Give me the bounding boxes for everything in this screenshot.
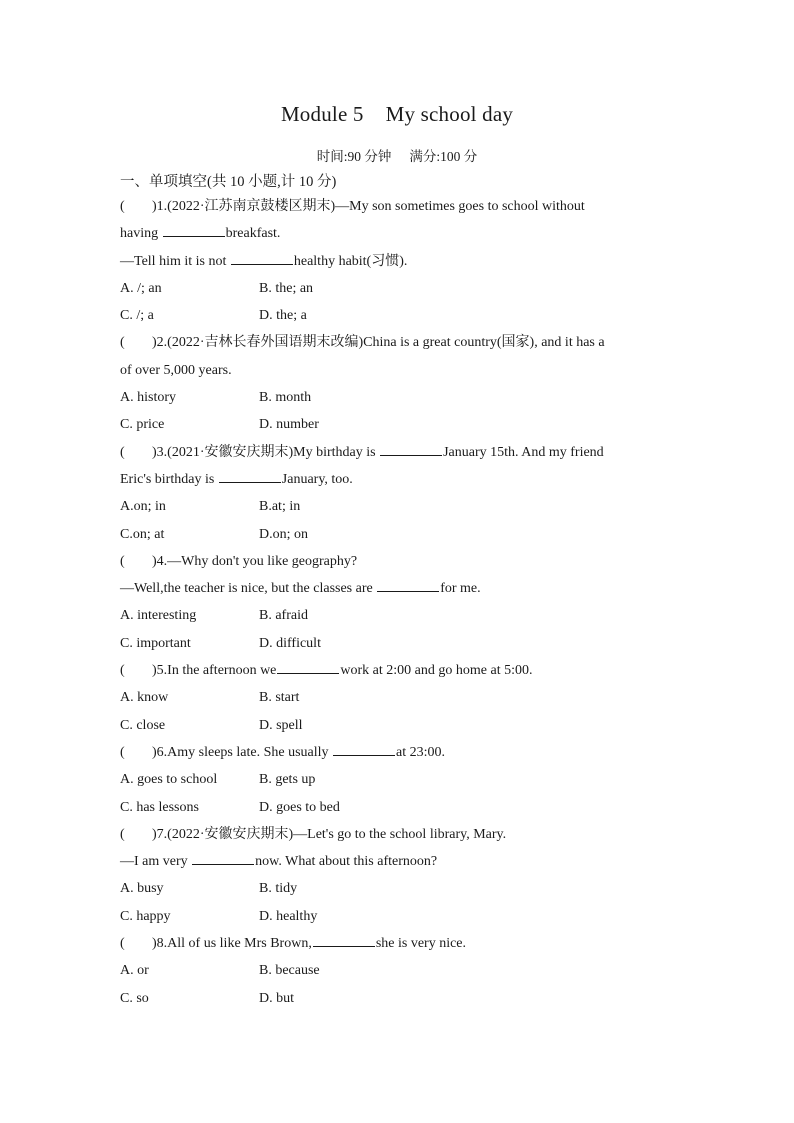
answer-option[interactable]: B. month bbox=[259, 390, 312, 406]
answer-option[interactable]: B. the; an bbox=[259, 280, 314, 296]
question-text: )1.(2022·江苏南京鼓楼区期末)—My son sometimes goes to school without bbox=[152, 199, 585, 214]
option-row bbox=[120, 384, 680, 411]
answer-option[interactable]: D. the; a bbox=[259, 308, 307, 324]
question-line bbox=[120, 466, 680, 493]
answer-option[interactable]: A. history bbox=[120, 390, 176, 406]
answer-option[interactable]: B.at; in bbox=[259, 499, 301, 515]
option-row bbox=[120, 411, 680, 438]
answer-option[interactable]: A. busy bbox=[120, 881, 164, 897]
exam-time: 时间:90 分钟 bbox=[316, 149, 392, 164]
module-number: Module 5 bbox=[280, 102, 364, 126]
answer-option[interactable]: A. know bbox=[120, 690, 169, 706]
answer-option[interactable]: B. because bbox=[259, 963, 320, 979]
answer-option[interactable]: B. gets up bbox=[259, 772, 316, 788]
option-row bbox=[120, 602, 680, 629]
module-name: My school day bbox=[385, 102, 514, 126]
question-line bbox=[120, 821, 680, 848]
question-text: of over 5,000 years. bbox=[120, 362, 232, 378]
answer-option[interactable]: C.on; at bbox=[120, 526, 165, 542]
section-heading: 一、单项填空(共 10 小题,计 10 分) bbox=[120, 174, 337, 190]
answer-option[interactable]: B. afraid bbox=[259, 608, 308, 624]
question-text: work at 2:00 and go home at 5:00. bbox=[340, 663, 533, 679]
answer-option[interactable]: B. start bbox=[259, 690, 300, 706]
question-text: now. What about this afternoon? bbox=[255, 854, 438, 870]
question-text: )5.In the afternoon we bbox=[152, 663, 277, 679]
option-row bbox=[120, 684, 680, 711]
fill-in-blank[interactable] bbox=[192, 850, 254, 865]
question-line bbox=[120, 329, 680, 356]
answer-option[interactable]: C. /; a bbox=[120, 308, 154, 324]
answer-option[interactable]: D. healthy bbox=[259, 908, 318, 924]
question-text: —I am very bbox=[120, 854, 192, 870]
answer-bracket[interactable]: ( bbox=[120, 744, 125, 760]
question-line bbox=[120, 739, 680, 766]
answer-option[interactable]: C. happy bbox=[120, 908, 171, 924]
question-line bbox=[120, 220, 680, 247]
option-row bbox=[120, 493, 680, 520]
question-text: )2.(2022·吉林长春外国语期末改编)China is a great country(国家), and it has a bbox=[152, 335, 605, 351]
fill-in-blank[interactable] bbox=[313, 932, 375, 947]
answer-option[interactable]: C. close bbox=[120, 717, 166, 733]
question-text: Eric's birthday is bbox=[120, 471, 218, 487]
question-text: )4.—Why don't you like geography? bbox=[152, 553, 358, 569]
answer-option[interactable]: C. price bbox=[120, 417, 165, 433]
answer-option[interactable]: B. tidy bbox=[259, 881, 298, 897]
answer-option[interactable]: D. but bbox=[259, 990, 294, 1006]
option-row bbox=[120, 903, 680, 930]
question-text: —Tell him it is not bbox=[120, 253, 230, 269]
question-line bbox=[120, 848, 680, 875]
fill-in-blank[interactable] bbox=[333, 741, 395, 756]
answer-bracket[interactable]: ( bbox=[120, 936, 125, 952]
question-text: )7.(2022·安徽安庆期末)—Let's go to the school library, Mary. bbox=[152, 826, 507, 842]
question-text: healthy habit(习惯). bbox=[293, 253, 408, 269]
question-list bbox=[120, 193, 680, 1012]
fill-in-blank[interactable] bbox=[380, 441, 442, 456]
question-text: breakfast. bbox=[225, 226, 281, 242]
fill-in-blank[interactable] bbox=[231, 250, 293, 265]
option-row bbox=[120, 712, 680, 739]
option-row bbox=[120, 766, 680, 793]
fill-in-blank[interactable] bbox=[277, 659, 339, 674]
question-text: January 15th. And my friend bbox=[443, 444, 604, 460]
exam-score: 满分:100 分 bbox=[409, 149, 478, 164]
option-row bbox=[120, 985, 680, 1012]
answer-option[interactable]: C. so bbox=[120, 990, 149, 1006]
option-row bbox=[120, 875, 680, 902]
question-text: )6.Amy sleeps late. She usually bbox=[152, 744, 333, 760]
question-line bbox=[120, 657, 680, 684]
answer-bracket[interactable]: ( bbox=[120, 553, 125, 569]
answer-bracket[interactable]: ( bbox=[120, 663, 125, 679]
question-line bbox=[120, 930, 680, 957]
answer-option[interactable]: D.on; on bbox=[259, 526, 308, 542]
question-line bbox=[120, 357, 680, 384]
question-text: —Well,the teacher is nice, but the classes are bbox=[120, 581, 377, 597]
question-line bbox=[120, 548, 680, 575]
exam-meta bbox=[0, 145, 794, 165]
question-line bbox=[120, 575, 680, 602]
option-row bbox=[120, 521, 680, 548]
option-row bbox=[120, 275, 680, 302]
question-line bbox=[120, 439, 680, 466]
question-text: at 23:00. bbox=[396, 744, 446, 760]
question-text: )3.(2021·安徽安庆期末)My birthday is bbox=[152, 444, 380, 460]
fill-in-blank[interactable] bbox=[377, 577, 439, 592]
page-title bbox=[0, 102, 794, 127]
option-row bbox=[120, 630, 680, 657]
answer-option[interactable]: A. interesting bbox=[120, 608, 197, 624]
option-row bbox=[120, 302, 680, 329]
answer-option[interactable]: D. number bbox=[259, 417, 319, 433]
answer-bracket[interactable]: ( bbox=[120, 335, 125, 351]
answer-option[interactable]: D. spell bbox=[259, 717, 303, 733]
answer-option[interactable]: D. goes to bed bbox=[259, 799, 340, 815]
question-text: having bbox=[120, 226, 162, 242]
answer-option[interactable]: A. /; an bbox=[120, 280, 162, 296]
question-text: for me. bbox=[440, 581, 481, 597]
answer-option[interactable]: A. goes to school bbox=[120, 772, 218, 788]
answer-option[interactable]: C. has lessons bbox=[120, 799, 199, 815]
question-text: she is very nice. bbox=[375, 936, 467, 952]
option-row bbox=[120, 794, 680, 821]
answer-bracket[interactable]: ( bbox=[120, 199, 125, 214]
answer-bracket[interactable]: ( bbox=[120, 826, 125, 842]
answer-option[interactable]: C. important bbox=[120, 635, 191, 651]
fill-in-blank[interactable] bbox=[163, 222, 225, 237]
answer-option[interactable]: A. or bbox=[120, 963, 149, 979]
option-row bbox=[120, 957, 680, 984]
answer-option[interactable]: A.on; in bbox=[120, 499, 166, 515]
answer-bracket[interactable]: ( bbox=[120, 444, 125, 460]
question-text: )8.All of us like Mrs Brown, bbox=[152, 936, 312, 952]
fill-in-blank[interactable] bbox=[219, 468, 281, 483]
answer-option[interactable]: D. difficult bbox=[259, 635, 321, 651]
question-line bbox=[120, 193, 680, 220]
question-line bbox=[120, 248, 680, 275]
question-text: January, too. bbox=[281, 471, 353, 487]
